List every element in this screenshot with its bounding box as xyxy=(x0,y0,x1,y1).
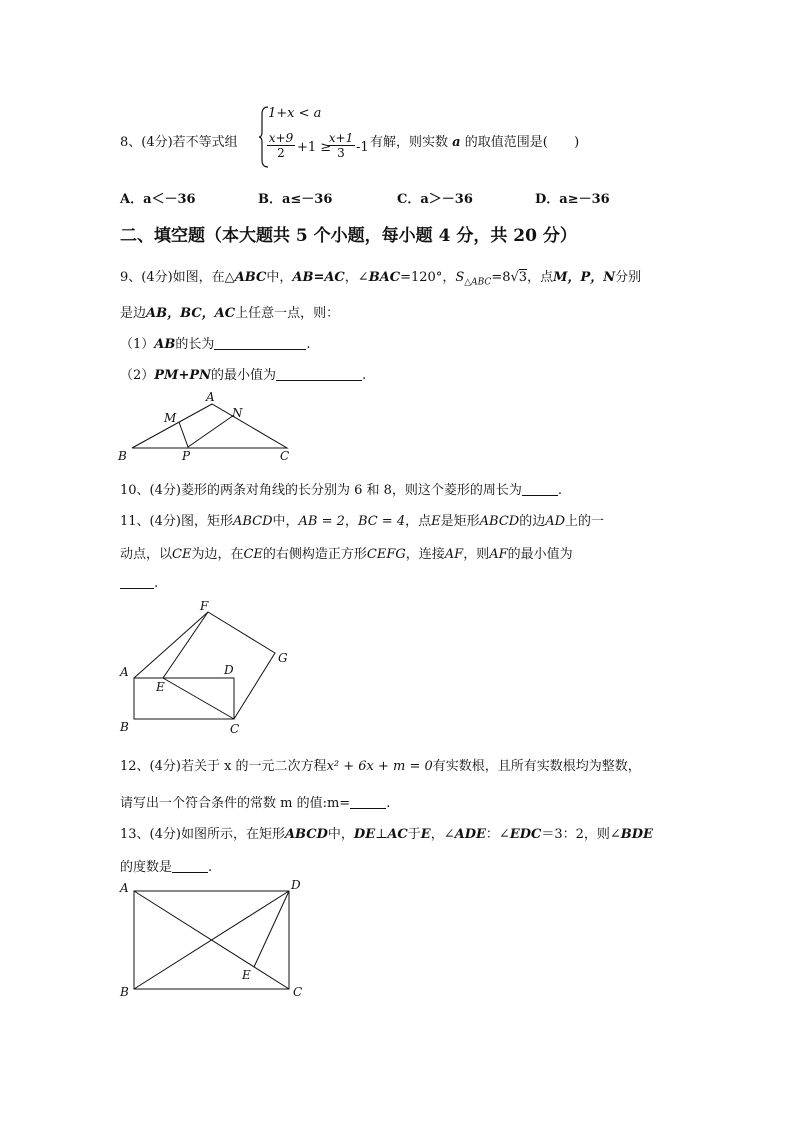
q11-abcd: ABCD xyxy=(232,514,273,529)
q9-cond1: AB=AC xyxy=(292,270,345,285)
q9-answer2-blank[interactable] xyxy=(276,368,362,381)
q12-line2 xyxy=(120,792,390,811)
q9-sub2-var: PM+PN xyxy=(154,368,211,383)
q8-option-b: B．a≤－36 xyxy=(258,192,333,207)
q8-mid: +1 ≥ xyxy=(297,140,332,155)
q9-text-b: 中， xyxy=(266,270,293,285)
q9-answer1-blank[interactable] xyxy=(214,337,306,350)
q11-answer-blank[interactable] xyxy=(120,576,154,589)
q8-after-text: 有解，则实数 xyxy=(370,135,449,150)
q11-ce: CE xyxy=(172,547,192,562)
q8-frac1-den: 2 xyxy=(277,146,285,160)
q9-sub2-prefix: （2） xyxy=(120,368,155,383)
q9-label-m: M xyxy=(164,411,177,425)
q9-figure xyxy=(112,388,312,464)
q9-sub1-text: 的长为 xyxy=(175,337,215,352)
q9-path-mpn xyxy=(179,415,234,447)
q11-line2 xyxy=(120,543,573,562)
q12-text-b: 有实数根，且所有实数根均为整数， xyxy=(432,759,641,774)
q11-line2-d: ，连接 xyxy=(405,547,445,562)
q13-label-c: C xyxy=(293,985,303,999)
q11-segment-ec xyxy=(163,678,234,719)
q8-option-c: C．a＞－36 xyxy=(397,192,473,207)
q13-line2: 的度数是 . xyxy=(120,860,213,875)
q9-label-a: A xyxy=(206,390,215,404)
q13-label-b: B xyxy=(120,985,129,999)
q9-text-e: ，点 xyxy=(527,270,554,285)
q13-line1 xyxy=(120,823,653,842)
q11-label-d: D xyxy=(224,663,234,677)
q13-text-g: ＝3：2，则∠ xyxy=(541,827,621,842)
q9-text-d: =120°， xyxy=(400,270,456,285)
q9-line2 xyxy=(120,302,339,321)
q11-figure xyxy=(112,598,312,738)
q8-var: a xyxy=(452,135,461,150)
q10-text: 10、(4分)菱形的两条对角线的长分别为 6 和 8，则这个菱形的周长为 xyxy=(120,483,522,498)
q9-sub1: （1）AB的长为 . xyxy=(120,337,311,352)
q13-text-d: 于 xyxy=(407,827,421,842)
q9-sub1-prefix: （1） xyxy=(120,337,155,352)
q8-frac2-den: 3 xyxy=(337,146,345,160)
q9-label-c: C xyxy=(280,449,290,463)
q8-frac1 xyxy=(267,131,295,160)
q9-label-p: P xyxy=(182,449,191,463)
q11-label-e: E xyxy=(156,680,165,694)
q9-sub2-text: 的最小值为 xyxy=(211,368,277,383)
q9-area-sub: △ABC xyxy=(464,277,492,288)
q13-line2-text: 的度数是 xyxy=(120,860,173,875)
q13-answer-blank[interactable] xyxy=(172,860,208,873)
q9-sides: AB，BC，AC xyxy=(146,306,236,321)
q12-line1 xyxy=(120,755,641,774)
q13-label-a: A xyxy=(120,881,129,895)
q13-e: E xyxy=(420,827,431,842)
q8-tail: -1 xyxy=(356,140,369,155)
q8-option-a: A．a＜－36 xyxy=(120,192,196,207)
q11-line2-e: ，则 xyxy=(463,547,490,562)
q8-after xyxy=(370,131,579,150)
q12-line2-text: 请写出一个符合条件的常数 m 的值:m= xyxy=(120,796,351,811)
q8-ineq1: 1+x < a xyxy=(268,106,322,121)
q13-figure xyxy=(112,876,312,1002)
q12-text-a: 12、(4分)若关于 x 的一元二次方程 xyxy=(120,759,327,774)
q10-answer-blank[interactable] xyxy=(522,483,558,496)
q9-bac: BAC xyxy=(368,270,401,285)
q11-af2: AF xyxy=(489,547,508,562)
sqrt-icon: √ xyxy=(510,270,519,285)
section-heading: 二、填空题（本大题共 5 个小题，每小题 4 分，共 20 分） xyxy=(120,226,577,246)
q11-square-efgc xyxy=(163,612,275,719)
q9-text-f: 分别 xyxy=(615,270,642,285)
q11-cefg: CEFG xyxy=(366,547,406,562)
q11-segment-af xyxy=(134,612,208,678)
q11-label-c: C xyxy=(230,722,240,736)
q11-text-d: 是矩形 xyxy=(440,514,480,529)
q13-edc: EDC xyxy=(509,827,542,842)
q8-option-d: D．a≥－36 xyxy=(535,192,610,207)
q11-text-b: 中， xyxy=(272,514,299,529)
q11-ab: AB = 2 xyxy=(298,514,345,529)
q8-prefix: 8、(4分)若不等式组 xyxy=(120,135,238,150)
q13-text-a: 13、(4分)如图所示，在矩形 xyxy=(120,827,285,842)
q9-line2-b: 上任意一点，则： xyxy=(235,306,340,321)
q11-label-f: F xyxy=(200,599,209,613)
q9-area-eq: =8 xyxy=(491,270,511,285)
q9-line1 xyxy=(120,266,641,288)
q9-triangle xyxy=(132,404,287,448)
q11-text-f: 上的一 xyxy=(565,514,605,529)
q13-bde: BDE xyxy=(620,827,653,842)
q9-abc: ABC xyxy=(234,270,267,285)
q11-af: AF xyxy=(444,547,464,562)
q11-line2-b: 为边，在 xyxy=(191,547,244,562)
q11-abcd2: ABCD xyxy=(479,514,520,529)
q11-line1 xyxy=(120,510,604,529)
q8-frac2 xyxy=(327,131,355,160)
q10-line: 10、(4分)菱形的两条对角线的长分别为 6 和 8，则这个菱形的周长为 . xyxy=(120,483,563,498)
q13-perp: ⊥ xyxy=(375,827,388,842)
q11-label-b: B xyxy=(120,720,129,734)
q9-text-a: 9、(4分)如图，在△ xyxy=(120,270,235,285)
q13-ade: ADE xyxy=(454,827,486,842)
q12-equation: x² + 6x + m = 0 xyxy=(326,759,433,774)
q9-label-b: B xyxy=(118,449,127,463)
q13-abcd: ABCD xyxy=(284,827,328,842)
q9-sqrt3: 3 xyxy=(518,270,528,285)
q12-answer-blank[interactable] xyxy=(350,796,386,809)
q9-sub1-var: AB xyxy=(154,337,176,352)
q11-text-c: ，点 xyxy=(405,514,432,529)
q11-e: E xyxy=(431,514,441,529)
q11-line3: . xyxy=(120,576,158,591)
q9-points: M，P，N xyxy=(553,270,616,285)
q9-sub2: （2）PM+PN的最小值为 . xyxy=(120,368,367,383)
q13-ac: AC xyxy=(387,827,408,842)
q11-label-a: A xyxy=(120,665,129,679)
q11-ad: AD xyxy=(545,514,566,529)
q13-text-e: ，∠ xyxy=(430,827,455,842)
q8-frac2-num: x+1 xyxy=(328,131,354,145)
q11-comma: ， xyxy=(344,514,358,529)
q9-text-c: ，∠ xyxy=(344,270,369,285)
q11-rectangle xyxy=(134,678,234,719)
q8-after2: 的取值范围是( xyxy=(464,135,548,150)
q8-frac1-num: x+9 xyxy=(268,131,294,145)
q11-line2-a: 动点，以 xyxy=(120,547,173,562)
q11-bc: BC = 4 xyxy=(357,514,406,529)
q11-line2-f: 的最小值为 xyxy=(507,547,573,562)
q13-text-b: 中， xyxy=(327,827,354,842)
q11-text-e: 的边 xyxy=(519,514,546,529)
q9-area-s: S xyxy=(455,270,465,285)
q11-ce2: CE xyxy=(243,547,263,562)
q13-text-f: ：∠ xyxy=(485,827,510,842)
q13-label-e: E xyxy=(242,968,251,982)
q13-label-d: D xyxy=(291,878,301,892)
q11-label-g: G xyxy=(278,651,288,665)
q12-period: . xyxy=(386,796,391,811)
q8-close: ) xyxy=(574,135,580,150)
q13-de: DE xyxy=(353,827,376,842)
q11-text-a: 11、(4分)图，矩形 xyxy=(120,514,233,529)
q9-label-n: N xyxy=(232,406,243,420)
q9-line2-a: 是边 xyxy=(120,306,147,321)
q11-line2-c: 的右侧构造正方形 xyxy=(262,547,367,562)
